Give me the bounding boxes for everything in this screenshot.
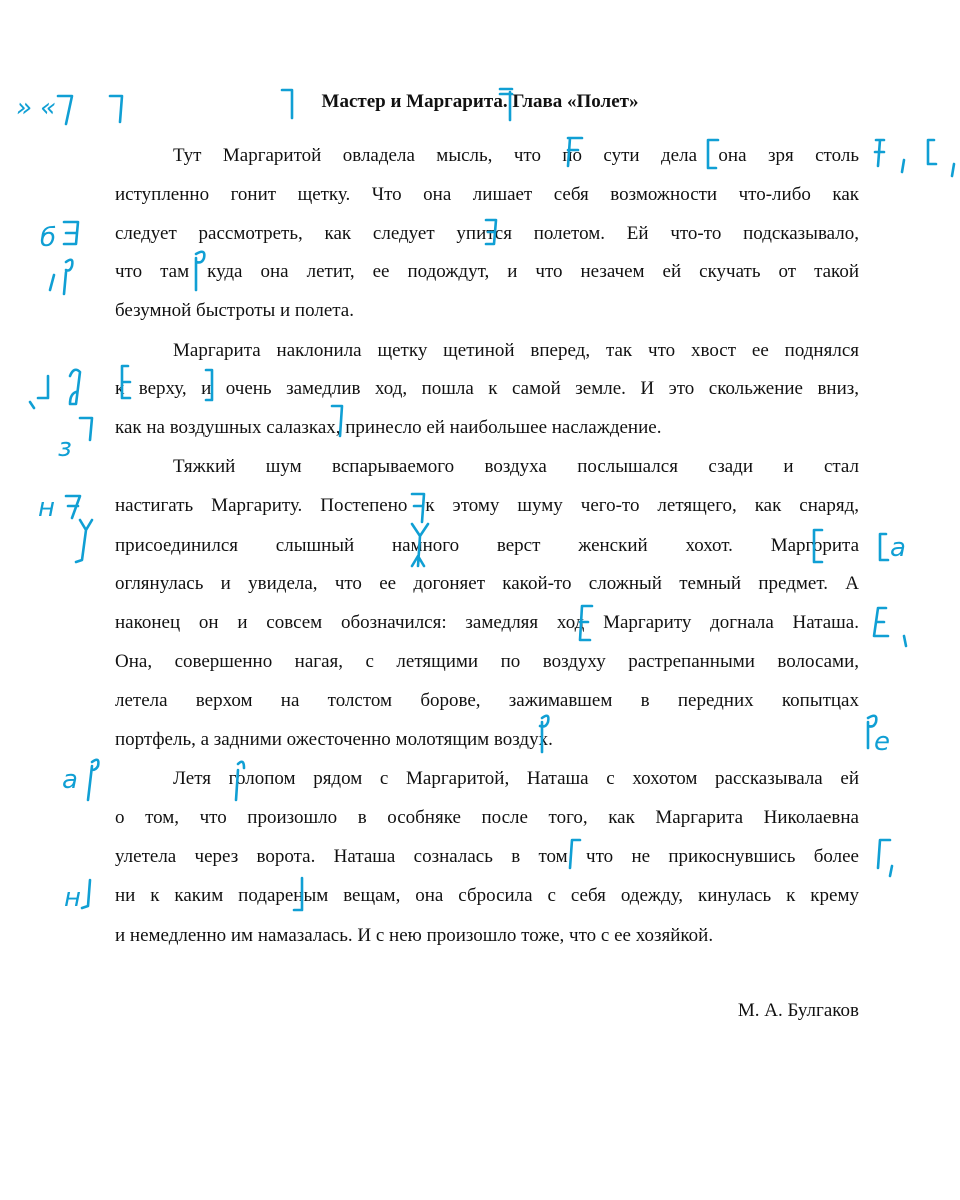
text-line: летела верхом на толстом борове, зажимавшем в передних копытцах (115, 690, 859, 711)
text-line: иступленно гонит щетку. Что она лишает себя возможности что-либо как (115, 184, 859, 205)
text-line: Тяжкий шум вспарываемого воздуха послышался сзади и стал (173, 456, 859, 477)
text-line: о том, что произошло в особняке после того, как Маргарита Николаевна (115, 807, 859, 828)
proof-mark (30, 370, 80, 408)
text-line: присоединился слышный намного верст женский хохот. Маргорита (115, 535, 859, 556)
text-line: что там куда она летит, ее подождут, и что незачем ей скучать от такой (115, 261, 859, 282)
proof-mark (875, 140, 954, 176)
proof-mark (874, 608, 906, 646)
text-line: Тут Маргаритой овладела мысль, что по сути дела она зря столь (173, 145, 859, 166)
text-line: ни к каким подареным вещам, она сбросила с себя одежду, кинулась к крему (115, 885, 859, 906)
proof-mark (868, 716, 876, 748)
margin-note: а (890, 533, 906, 563)
text-line: Летя голопом рядом с Маргаритой, Наташа с хохотом рассказывала ей (173, 768, 859, 789)
margin-note: з (58, 433, 72, 463)
text-line: Маргарита наклонила щетку щетиной вперед, так что хвост ее поднялся (173, 340, 859, 361)
author-signature: М. А. Булгаков (737, 1000, 859, 1021)
text-line: настигать Маргариту. Постепено к этому шуму чего-то летящего, как снаряд, (115, 495, 859, 516)
proof-mark (80, 418, 92, 440)
text-line: оглянулась и увидела, что ее догоняет какой-то сложный темный предмет. А (115, 573, 859, 594)
margin-note: а (62, 765, 78, 795)
margin-note: е (874, 727, 890, 757)
text-line: улетела через ворота. Наташа созналась в том что не прикоснувшись более (115, 846, 859, 867)
proof-mark (66, 496, 80, 518)
margin-note: н (38, 493, 55, 523)
text-line: Она, совершенно нагая, с летящими по воздуху растрепанными волосами, (115, 651, 859, 672)
proof-mark (64, 222, 78, 244)
text-line: портфель, а задними ожесточенно молотящим воздух. (115, 729, 553, 750)
document-title: Мастер и Маргарита. Глава «Полет» (321, 91, 639, 112)
text-line: наконец он и совсем обозначился: замедляя ход Маргариту догнала Наташа. (115, 612, 859, 633)
margin-quotes-note: » « (16, 93, 57, 123)
text-line: безумной быстроты и полета. (115, 300, 354, 321)
text-line: и немедленно им намазалась. И с нею произошло тоже, что с ее хозяйкой. (115, 925, 714, 946)
text-line: к верху, и очень замедлив ход, пошла к самой земле. И это скольжение вниз, (115, 378, 859, 399)
text-line: как на воздушных салазках, принесло ей наибольшее наслаждение. (115, 417, 662, 438)
text-line: следует рассмотреть, как следует упится полетом. Ей что-то подсказывало, (115, 223, 859, 244)
margin-note: б (40, 223, 57, 253)
proof-mark (50, 260, 72, 294)
margin-note: н (64, 883, 81, 913)
proof-mark (88, 760, 98, 800)
proof-mark (82, 880, 90, 908)
proof-mark (76, 520, 92, 562)
proof-mark (880, 534, 888, 560)
proof-mark (878, 840, 892, 876)
